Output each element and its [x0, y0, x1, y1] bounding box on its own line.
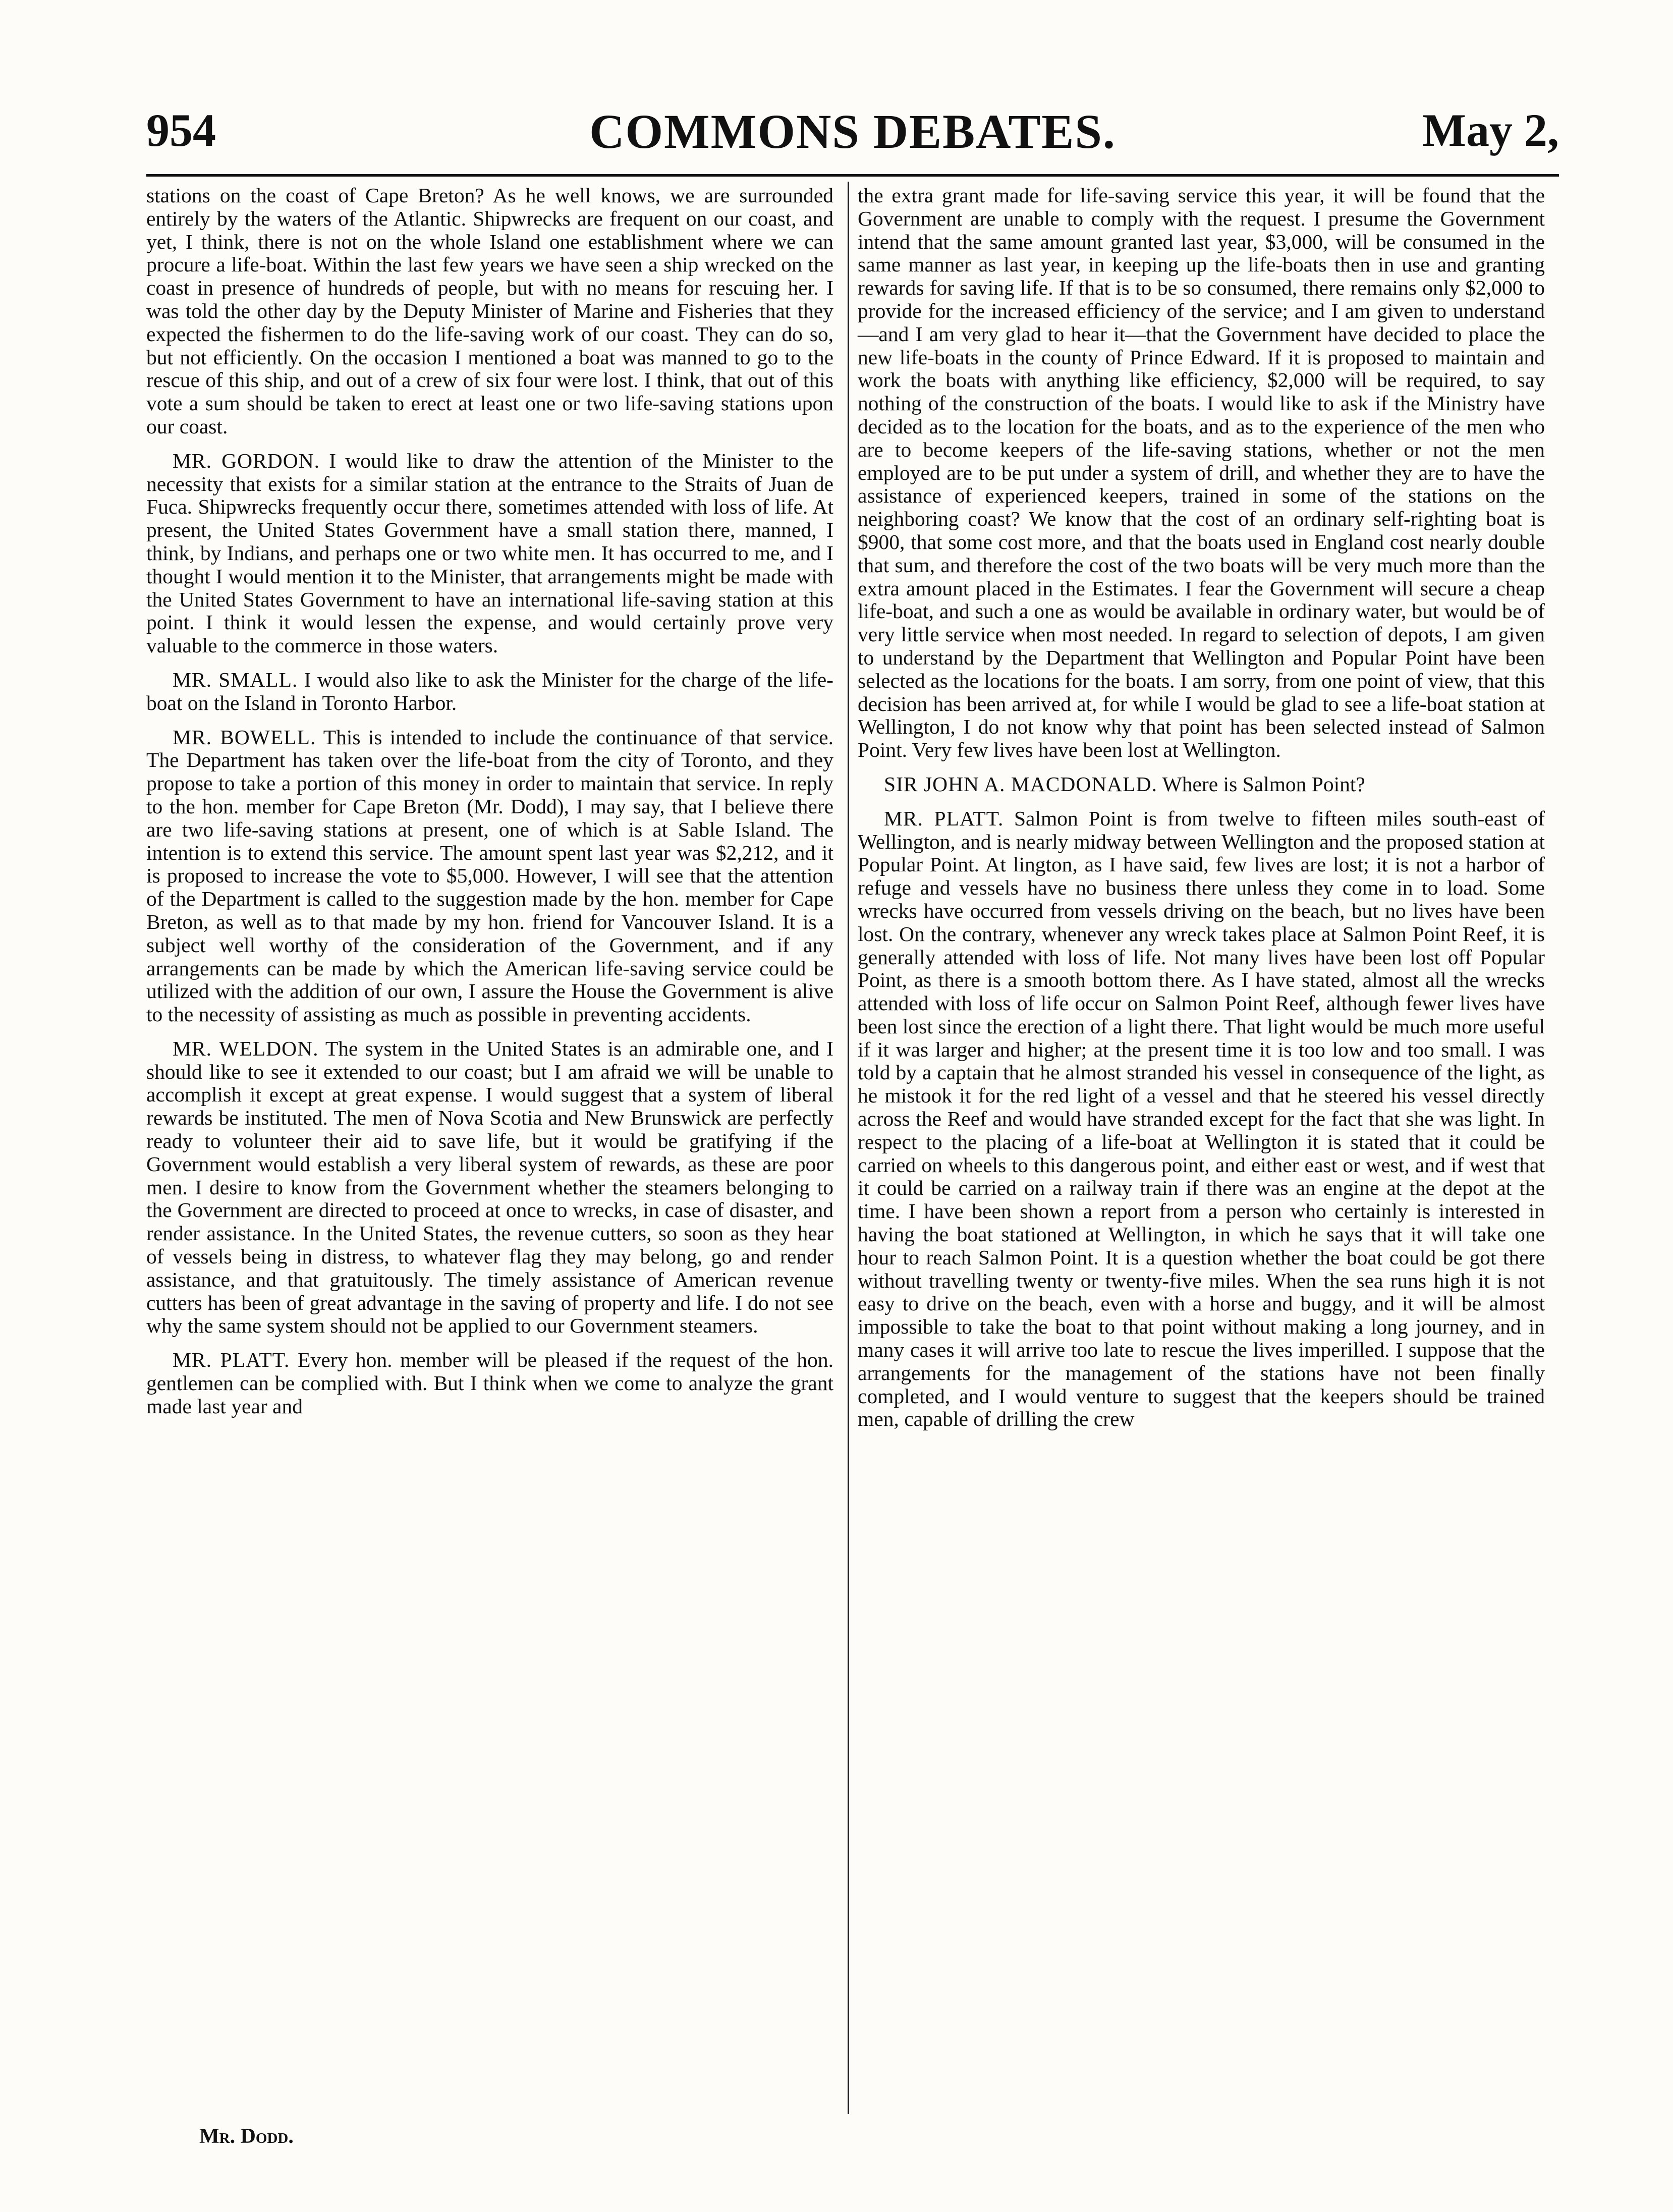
signature-line: Mr. Dodd.: [199, 2125, 294, 2148]
paragraph-text: I would like to draw the attention of the Minister to the necessity that exists for a similar station at the entrance to the Straits of Juan de Fuca. Shipwrecks frequently occur there, sometimes attended with loss of life. At present, the United States Government have a small station there, manned, I think, by Indians, and perhaps one or two white men. It has occurred to me, and I thought I would mention it to the Minister, that arrangements might be made with the United States Government to have an international life-saving station at this point. I think it would lessen the expense, and would certainly prove very valuable to the commerce in those waters.: [146, 449, 834, 657]
speaker-name: MR. PLATT.: [884, 806, 1004, 830]
left-column: [146, 184, 833, 1418]
paragraph: [146, 669, 833, 715]
speaker-name: MR. PLATT.: [173, 1348, 290, 1372]
column-divider: [848, 182, 849, 2114]
paragraph-text: Salmon Point is from twelve to fifteen miles south-east of Wellington, and is nearly midway between Wellington and the proposed station at Popular Point. At lington, as I have said, few lives are lost; it is not a harbor of refuge and vessels have no business there unless they come in to load. Some wrecks have occurred from vessels driving on the beach, but no lives have been lost. On the contrary, whenever any wreck takes place at Salmon Point Reef, it is generally attended with loss of life. Not many lives have been lost off Popular Point, as there is a smooth bottom there. As I have stated, almost all the wrecks attended with loss of life occur on Salmon Point Reef, although fewer lives have been lost since the erection of a light there. That light would be much more useful if it was larger and higher; at the present time it is too low and too small. I was told by a captain that he almost stranded his vessel in consequence of the light, as he mistook it for the red light of a vessel and that he steered his vessel directly across the Reef and would have stranded except for the fact that she was light. In respect to the placing of a life-boat at Wellington it is stated that it could be carried on wheels to this dangerous point, and either east or west, and if west that it could be carried on a railway train if there was an engine at the depot at the time. I have been shown a report from a person who certainly is interested in having the boat stationed at Wellington, in which he says that it will take one hour to reach Salmon Point. It is a question whether the boat could be got there without travelling twenty or twenty-five miles. When the sea runs high it is not easy to drive on the beach, even with a horse and buggy, and it will be almost impossible to take the boat to that point without making a long journey, and in many cases it will arrive too late to rescue the lives imperilled. I suppose that the arrangements for the management of the stations have not been finally completed, and I would venture to suggest that the keepers should be trained men, capable of drilling the crew: [858, 806, 1545, 1431]
paragraph: [146, 726, 833, 1026]
paragraph: [146, 184, 833, 438]
right-column: [858, 184, 1545, 1431]
paragraph: [146, 1349, 833, 1418]
speaker-name: MR. BOWELL.: [173, 725, 316, 749]
paragraph: [858, 807, 1545, 1431]
paragraph-text: the extra grant made for life-saving service this year, it will be found that the Government are unable to comply with the request. I presume the Government intend that the same amount granted last year, $3,000, will be consumed in the same manner as last year, in keeping up the life-boats then in use and granting rewards for saving life. If that is to be so consumed, there remains only $2,000 to provide for the increased efficiency of the service; and I am given to understand—and I am very glad to hear it—that the Government have decided to place the new life-boats in the county of Prince Edward. If it is proposed to maintain and work the boats with anything like efficiency, $2,000 will be required, to say nothing of the construction of the boats. I would like to ask if the Ministry have decided as to the location for the boats, and as to the experience of the men who are to become keepers of the life-saving stations, whether or not the men employed are to be put under a system of drill, and whether they are to have the assistance of experienced keepers, trained in some of the stations on the neighboring coast? We know that the cost of an ordinary self-righting boat is $900, that some cost more, and that the boats used in England cost nearly double that sum, and therefore the cost of the two boats will be very much more than the extra amount placed in the Estimates. I fear the Government will secure a cheap life-boat, and such a one as would be available in ordinary water, but would be of very little service when most needed. In regard to selection of depots, I am given to understand by the Department that Wellington and Popular Point have been selected as the locations for the boats. I am sorry, from one point of view, that this decision has been arrived at, for while I would be glad to see a life-boat station at Wellington, I do not know why that point has been selected instead of Salmon Point. Very few lives have been lost at Wellington.: [858, 184, 1545, 762]
paragraph: [146, 1037, 833, 1338]
paragraph: [858, 773, 1545, 796]
paragraph-text: I would also like to ask the Minister for the charge of the life-boat on the Island in Toronto Harbor.: [146, 668, 833, 714]
paragraph-text: stations on the coast of Cape Breton? As he well knows, we are surrounded entirely by the waters of the Atlantic. Shipwrecks are frequent on our coast, and yet, I think, there is not on the whole Island one establishment where we can procure a life-boat. Within the last few years we have seen a ship wrecked on the coast in presence of hundreds of people, but with no means for rescuing her. I was told the other day by the Deputy Minister of Marine and Fisheries that they expected the fishermen to do the life-saving work of our coast. They can do so, but not efficiently. On the occasion I mentioned a boat was manned to go to the rescue of this ship, and out of a crew of six four were lost. I think, that out of this vote a sum should be taken to erect at least one or two life-saving stations upon our coast.: [146, 184, 833, 438]
paragraph-text: This is intended to include the continuance of that service. The Department has taken over the life-boat from the city of Toronto, and they propose to take a portion of this money in order to maintain that service. In reply to the hon. member for Cape Breton (Mr. Dodd), I may say, that I believe there are two life-saving stations at present, one of which is at Sable Island. The intention is to extend this service. The amount spent last year was $2,212, and it is proposed to increase the vote to $5,000. However, I will see that the attention of the Department is called to the suggestion made by the hon. member for Cape Breton, as well as to that made by my hon. friend for Vancouver Island. It is a subject well worthy of the consideration of the Government, and if any arrangements can be made by which the American life-saving service could be utilized with the addition of our own, I assure the House the Government is alive to the necessity of assisting as much as possible in preventing accidents.: [146, 725, 833, 1026]
page-number: 954: [146, 104, 216, 156]
paragraph-text: The system in the United States is an admirable one, and I should like to see it extended to our coast; but I am afraid we will be unable to accomplish it except at great expense. I would suggest that a system of liberal rewards be instituted. The men of Nova Scotia and New Brunswick are perfectly ready to volunteer their aid to save life, but it would be gratifying if the Government would establish a very liberal system of rewards, as these are poor men. I desire to know from the Government whether the steamers belonging to the Government are directed to proceed at once to wrecks, in case of disaster, and render assistance. In the United States, the revenue cutters, so soon as they hear of vessels being in distress, to whatever flag they may belong, go and render assistance, and that gratuitously. The timely assistance of American revenue cutters has been of great advantage in the saving of property and life. I do not see why the same system should not be applied to our Government steamers.: [146, 1036, 833, 1338]
speaker-name: MR. SMALL.: [173, 668, 298, 691]
page-header: [146, 98, 1559, 174]
paragraph: [146, 450, 833, 657]
paragraph-text: Where is Salmon Point?: [1162, 772, 1365, 796]
speaker-name: MR. WELDON.: [173, 1036, 319, 1060]
header-rule: [146, 174, 1559, 177]
header-date: May 2,: [1422, 104, 1559, 156]
speaker-name: SIR JOHN A. MACDONALD.: [884, 772, 1157, 796]
paragraph-text: Every hon. member will be pleased if the request of the hon. gentlemen can be complied with. But I think when we come to analyze the grant made last year and: [146, 1348, 834, 1418]
paragraph: [858, 184, 1545, 762]
speaker-name: MR. GORDON.: [173, 449, 320, 472]
publication-title: COMMONS DEBATES.: [589, 104, 1116, 158]
